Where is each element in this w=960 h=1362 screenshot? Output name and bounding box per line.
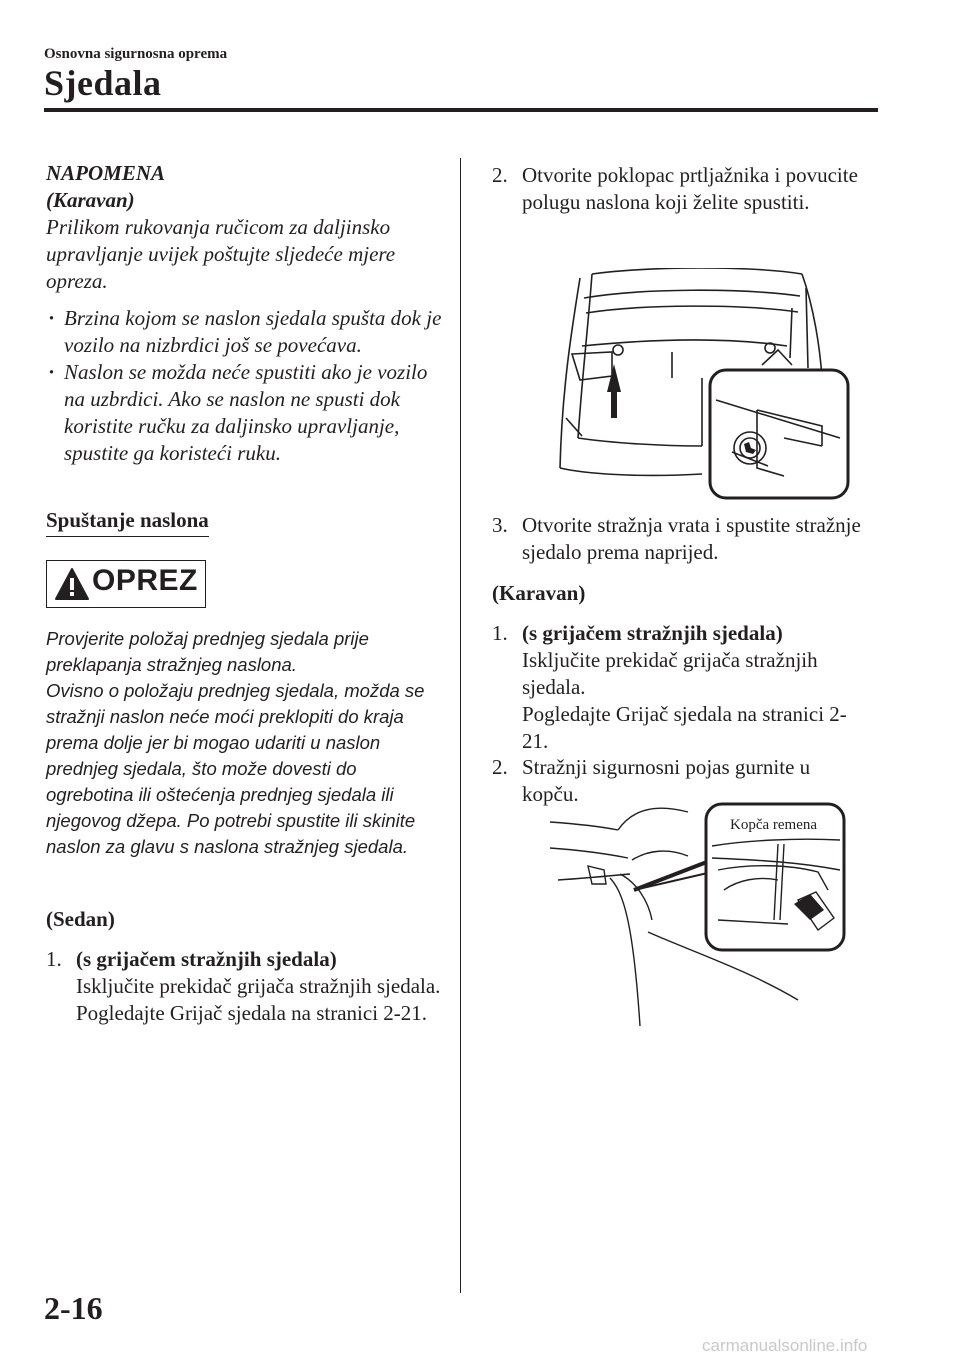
warning-icon	[54, 567, 90, 601]
seatbelt-buckle-illustration	[548, 800, 848, 1036]
page-number: 2-16	[44, 1290, 103, 1326]
caution-text	[46, 626, 446, 860]
step-text: Otvorite stražnja vrata i spustite stražnje sjedalo prema naprijed.	[522, 513, 861, 564]
trunk-lever-illustration	[552, 268, 852, 500]
column-divider	[460, 158, 461, 1293]
step-text: Isključite prekidač grijača stražnjih sjedala.	[522, 648, 818, 699]
step-text: Stražnji sigurnosni pojas gurnite u kopču.	[522, 755, 811, 806]
karavan-label: (Karavan)	[492, 581, 586, 605]
step-reference: Pogledajte Grijač sjedala na stranici 2-21.	[522, 702, 847, 753]
step-number: 1.	[46, 947, 62, 971]
sedan-step-2	[492, 162, 862, 216]
step-text: Isključite prekidač grijača stražnjih sjedala.	[76, 974, 441, 998]
step-title: (s grijačem stražnjih sjedala)	[76, 947, 337, 971]
caution-paragraph: Ovisno o položaju prednjeg sjedala, možda se stražnji naslon neće moći preklopiti do kraja prema dolje jer bi mogao udariti u naslon prednjeg sjedala, što može dovesti do ogrebotina ili oštećenja prednjeg sjedala ili njegovog džepa. Po potrebi spustite ili skinite naslon za glavu s naslona stražnjeg sjedala.	[46, 680, 425, 857]
sedan-label: (Sedan)	[46, 907, 115, 931]
header-rule	[44, 108, 878, 112]
caution-paragraph: Provjerite položaj prednjeg sjedala prije preklapanja stražnjeg naslona.	[46, 628, 369, 675]
caution-label: OPREZ	[92, 564, 198, 597]
section-label: Osnovna sigurnosna oprema	[44, 46, 228, 62]
step-reference: Pogledajte Grijač sjedala na stranici 2-21.	[76, 1001, 428, 1025]
note-intro: Prilikom rukovanja ručicom za daljinsko upravljanje uvijek poštujte sljedeće mjere opreza.	[46, 215, 396, 293]
step-number: 2.	[492, 755, 508, 779]
callout-label: Kopča remena	[730, 817, 818, 833]
note-heading: NAPOMENA	[46, 161, 166, 185]
sedan-step-3	[492, 512, 862, 566]
karavan-step-1	[492, 620, 862, 755]
subsection-title: Spuštanje naslona	[46, 508, 209, 537]
sedan-step-1	[46, 946, 446, 1027]
step-number: 1.	[492, 621, 508, 645]
page-title: Sjedala	[44, 63, 162, 103]
step-text: Otvorite poklopac prtljažnika i povucite polugu naslona koji želite spustiti.	[522, 163, 858, 214]
note-block	[46, 160, 446, 467]
step-number: 3.	[492, 513, 508, 537]
note-variant: (Karavan)	[46, 188, 135, 212]
note-bullet: · Naslon se možda neće spustiti ako je vozilo na uzbrdici. Ako se naslon ne spusti dok koristite ručku za daljinsko upravljanje, spustite ga koristeći ruku.	[48, 359, 446, 467]
note-bullet: · Brzina kojom se naslon sjedala spušta dok je vozilo na nizbrdici još se povećava.	[48, 305, 446, 359]
step-title: (s grijačem stražnjih sjedala)	[522, 621, 783, 645]
footer-watermark: carmanualsonline.info	[702, 1336, 868, 1355]
step-number: 2.	[492, 163, 508, 187]
